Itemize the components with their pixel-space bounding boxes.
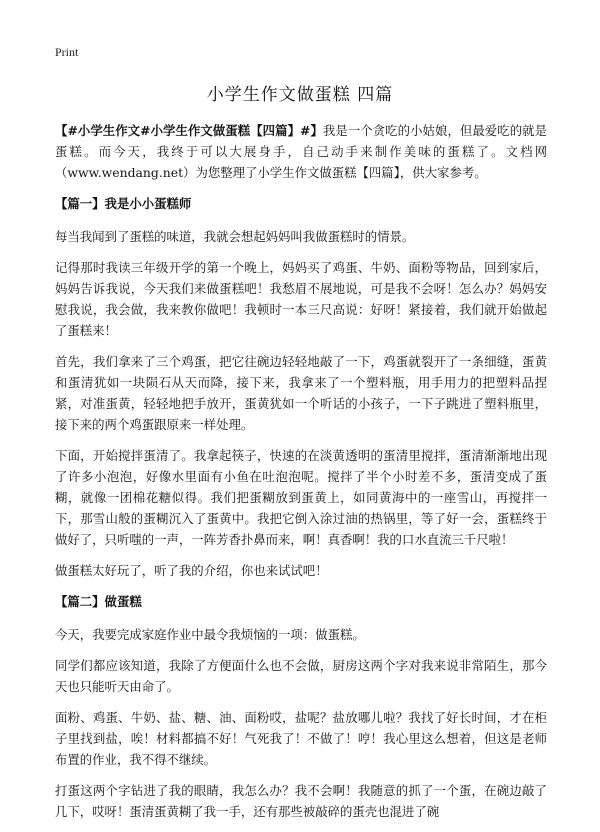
section-1-heading: 【篇一】我是小小蛋糕师: [55, 196, 192, 211]
article-body: [55, 120, 547, 832]
paragraph: 做蛋糕太好玩了，听了我的介绍，你也来试试吧！: [55, 563, 328, 578]
intro-text: 我是一个贪吃的小姑娘，但最爱吃的就是蛋糕。而今天，我终于可以大展身手，自己动手来制作美味的蛋糕了。文档网（www.wendang.net）为您整理了小学生作文做蛋糕【四篇】，供大家参考。: [55, 123, 547, 180]
print-link[interactable]: Print: [55, 45, 79, 59]
intro-bold-lead: 【#小学生作文#小学生作文做蛋糕【四篇】#】: [55, 123, 323, 138]
paragraph: 同学们都应该知道，我除了方便面什么也不会做，厨房这两个字对我来说非常陌生，那今天也只能听天由命了。: [55, 658, 547, 694]
paragraph: 打蛋这两个字钻进了我的眼睛，我怎么办？我不会啊！我随意的抓了一个蛋，在碗边敲了几下，哎呀！蛋清蛋黄糊了我一手，还有那些被敲碎的蛋壳也混进了碗: [55, 783, 547, 819]
intro-paragraph: [55, 120, 547, 183]
section-2-heading: 【篇二】做蛋糕: [55, 594, 142, 609]
paragraph: 面粉、鸡蛋、牛奶、盐、糖、油、面粉哎，盐呢？盐放哪儿啦？我找了好长时间，才在柜子里找到盐，唉！材料都搞不好！气死我了！不做了！哼！我心里这么想着，但这是老师布置的作业，我不得不继续。: [55, 710, 547, 767]
paragraph: 记得那时我读三年级开学的第一个晚上，妈妈买了鸡蛋、牛奶、面粉等物品，回到家后，妈妈告诉我说，今天我们来做蛋糕吧！我愁眉不展地说，可是我不会呀！怎么办？妈妈安慰我说，我会做，我来教你做吧！我顿时一本三尺高说：好呀！紧接着，我们就开始做起了蛋糕来！: [55, 260, 547, 338]
paragraph: 今天，我要完成家庭作业中最令我烦恼的一项：做蛋糕。: [55, 627, 365, 642]
paragraph: 首先，我们拿来了三个鸡蛋，把它往碗边轻轻地敲了一下，鸡蛋就裂开了一条细缝，蛋黄和蛋清犹如一块陨石从天而降，接下来，我拿来了一个塑料瓶，用手用力的把塑料品捏紧，对准蛋黄，轻轻地把手放开，蛋黄犹如一个听话的小孩子，一下子跳进了塑料瓶里，接下来的两个鸡蛋跟原来一样处理。: [55, 354, 547, 432]
page-title: 小学生作文做蛋糕 四篇: [206, 85, 394, 105]
paragraph: 每当我闻到了蛋糕的味道，我就会想起妈妈叫我做蛋糕时的情景。: [55, 229, 415, 244]
paragraph: 下面，开始搅拌蛋清了。我拿起筷子，快速的在淡黄透明的蛋清里搅拌，蛋清渐渐地出现了许多小泡泡，好像水里面有小鱼在吐泡泡呢。搅拌了半个小时差不多，蛋清变成了蛋糊，就像一团棉花糖似得。我们把蛋糊放到蛋黄上，如同黄海中的一座雪山，再搅拌一下，那雪山般的蛋糊沉入了蛋黄中。我把它倒入涂过油的热锅里，等了好一会，蛋糕终于做好了，只听嗤的一声，一阵芳香扑鼻而来，啊！真香啊！我的口水直流三千尺啦！: [55, 448, 547, 547]
